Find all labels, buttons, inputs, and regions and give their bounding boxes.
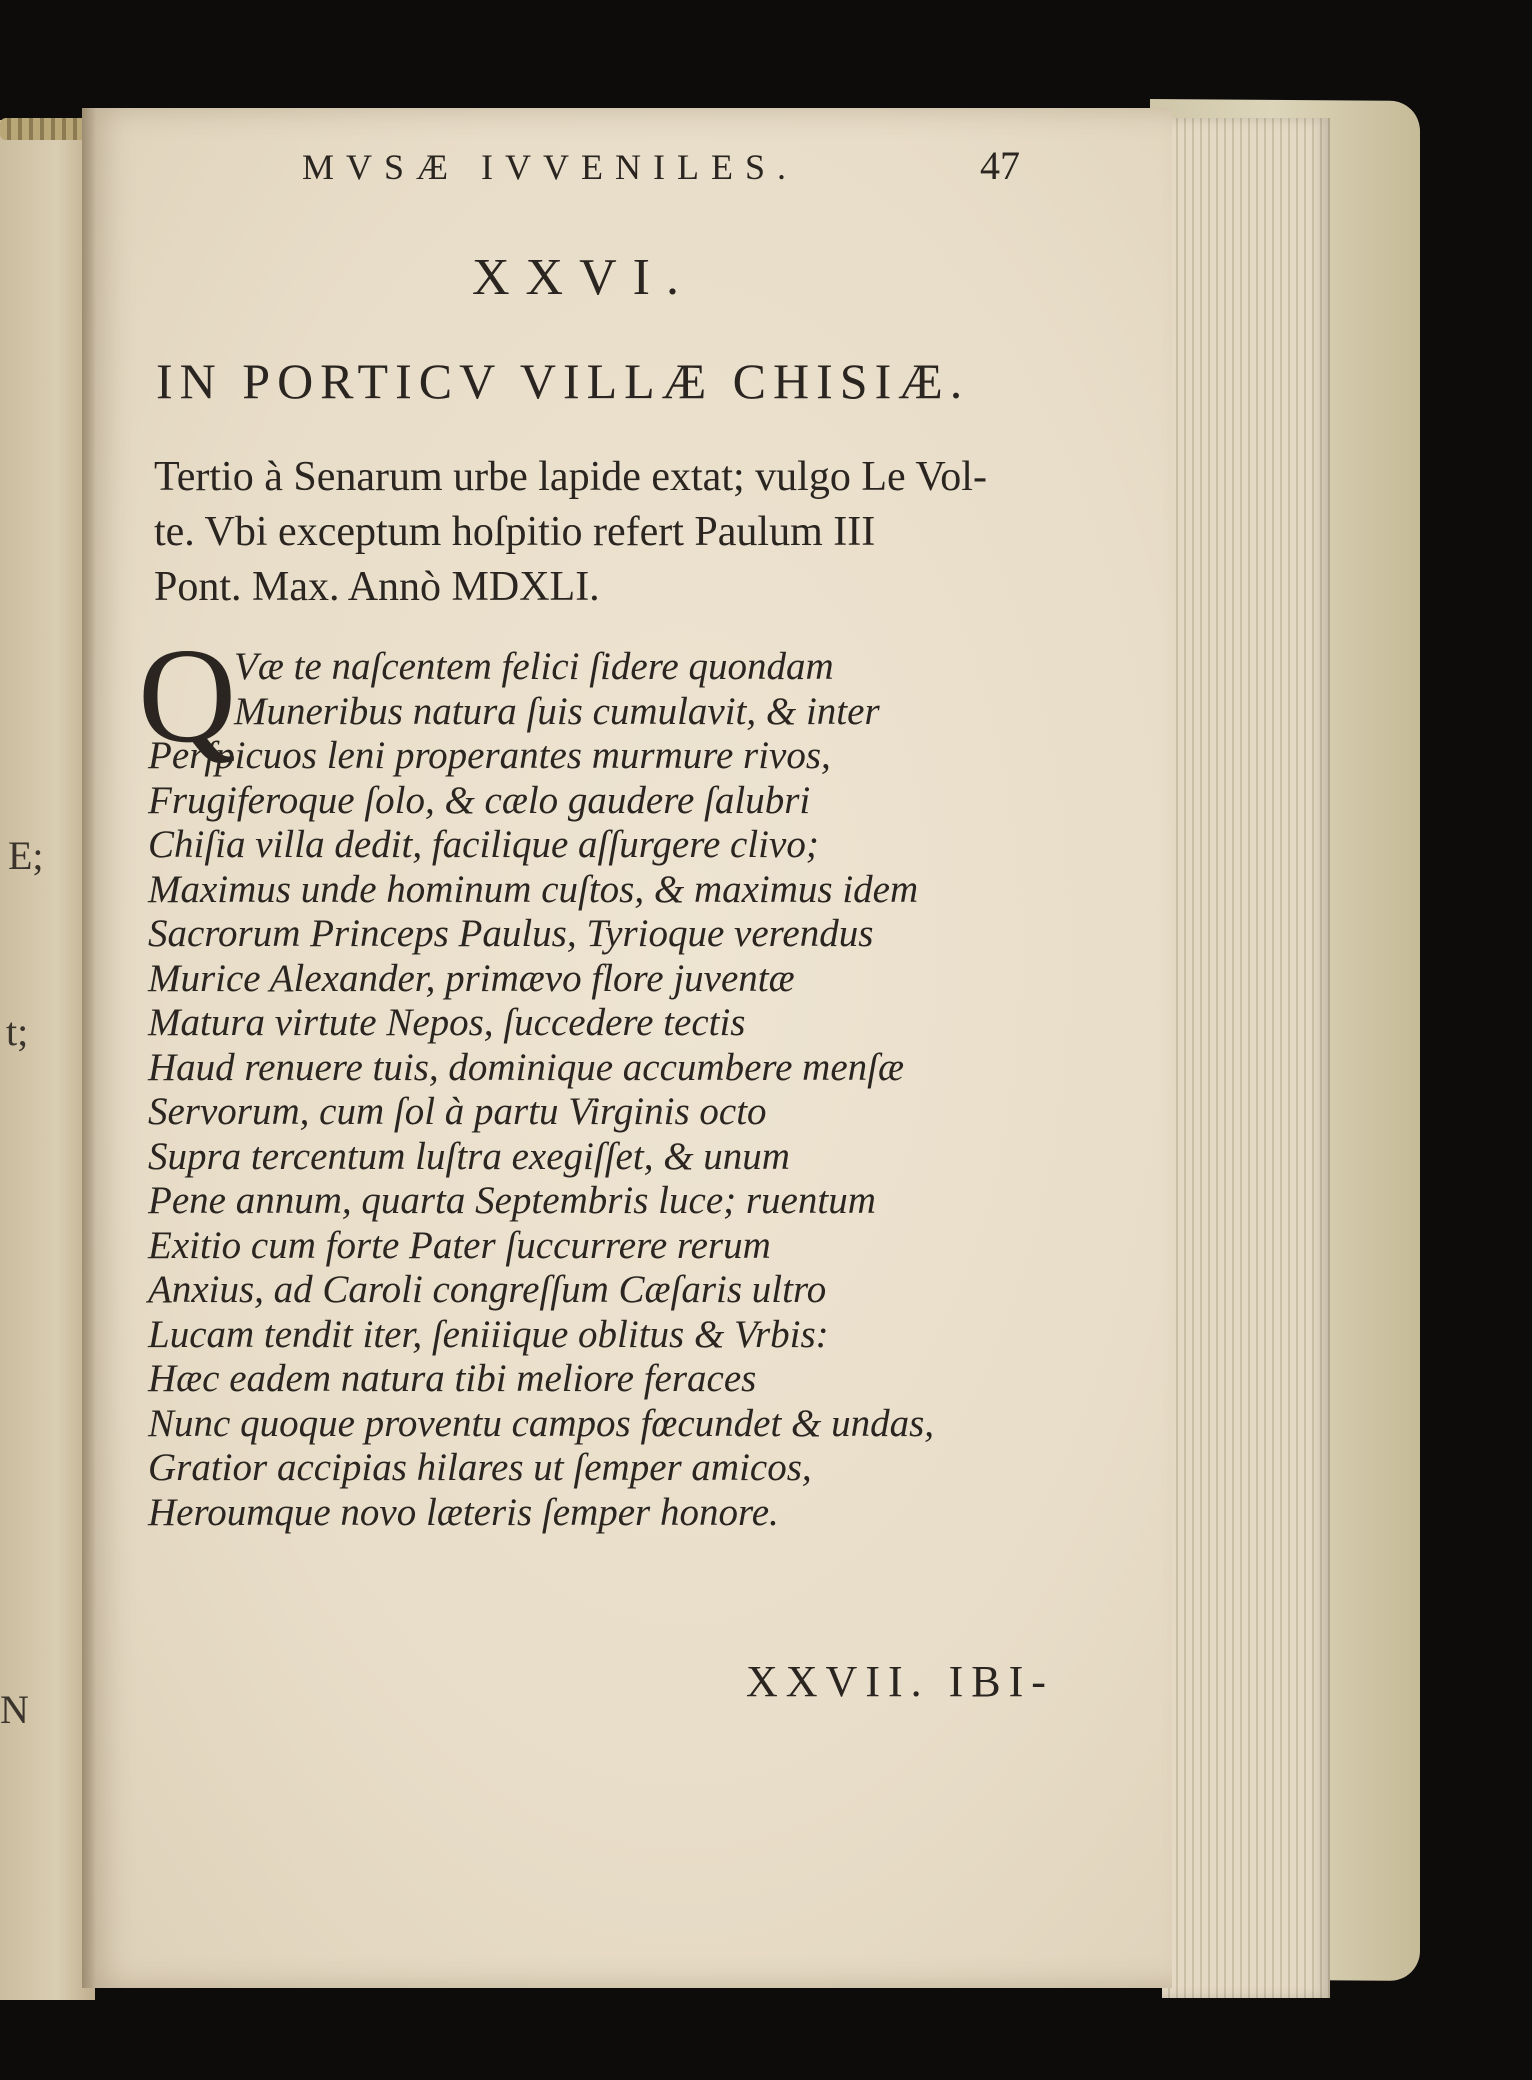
poem-number: XXVI. <box>472 249 695 306</box>
intro-line: te. Vbi exceptum hoſpitio refert Paulum III <box>154 509 876 555</box>
verse-line: Haud renuere tuis, dominique accumbere menſæ <box>148 1045 905 1089</box>
running-head: MVSÆ IVVENILES. <box>302 147 799 187</box>
verse-line: Frugiferoque ſolo, & cælo gaudere ſalubri <box>148 778 811 822</box>
verse-line: Nunc quoque proventu campos fœcundet & undas, <box>148 1401 935 1445</box>
left-page <box>0 120 95 2000</box>
verse-line: Chiſia villa dedit, facilique aſſurgere clivo; <box>148 823 819 866</box>
page-gutter <box>82 108 96 1988</box>
verse-line: Muneribus natura ſuis cumulavit, & inter <box>234 689 880 733</box>
poem-title: IN PORTICV VILLÆ CHISIÆ. <box>156 353 970 409</box>
intro-line: Tertio à Senarum urbe lapide extat; vulgo Le Vol- <box>154 454 987 500</box>
catchword: XXVII. IBI- <box>746 1657 1054 1706</box>
left-page-fragment: N <box>0 1687 29 1732</box>
page-edges <box>1162 118 1330 1998</box>
verse-line: Perſpicuos leni properantes murmure rivos, <box>148 734 831 777</box>
verse-line: Heroumque novo læteris ſemper honore. <box>148 1490 779 1534</box>
verse-line: Exitio cum forte Pater ſuccurrere rerum <box>148 1223 771 1267</box>
verse-line: Væ te naſcentem felici ſidere quondam <box>234 645 834 688</box>
verse-line: Sacrorum Princeps Paulus, Tyrioque verendus <box>148 912 874 955</box>
intro-paragraph <box>154 450 1024 615</box>
verse-line: Gratior accipias hilares ut ſemper amicos, <box>148 1446 812 1489</box>
verse-line: Pene annum, quarta Septembris luce; ruentum <box>148 1179 876 1222</box>
page-number: 47 <box>980 143 1020 188</box>
verse-line: Anxius, ad Caroli congreſſum Cæſaris ultro <box>148 1268 827 1311</box>
verse-line: Lucam tendit iter, ſeniiique oblitus & Vrbis: <box>148 1312 829 1356</box>
verse-line: Murice Alexander, primævo flore juventæ <box>148 956 795 1000</box>
left-page-fragment: t; <box>6 1009 29 1054</box>
poem-verse <box>148 645 1028 1535</box>
left-page-fragment: E; <box>8 833 44 878</box>
intro-line: Pont. Max. Annò MDXLI. <box>154 564 600 610</box>
verse-line: Supra tercentum luſtra exegiſſet, & unum <box>148 1134 790 1178</box>
verse-line: Hæc eadem natura tibi meliore feraces <box>148 1357 757 1400</box>
drop-cap: Q <box>138 621 237 771</box>
verse-line: Servorum, cum ſol à partu Virginis octo <box>148 1090 767 1133</box>
verse-line: Matura virtute Nepos, ſuccedere tectis <box>148 1001 746 1044</box>
verse-line: Maximus unde hominum cuſtos, & maximus idem <box>148 867 919 911</box>
